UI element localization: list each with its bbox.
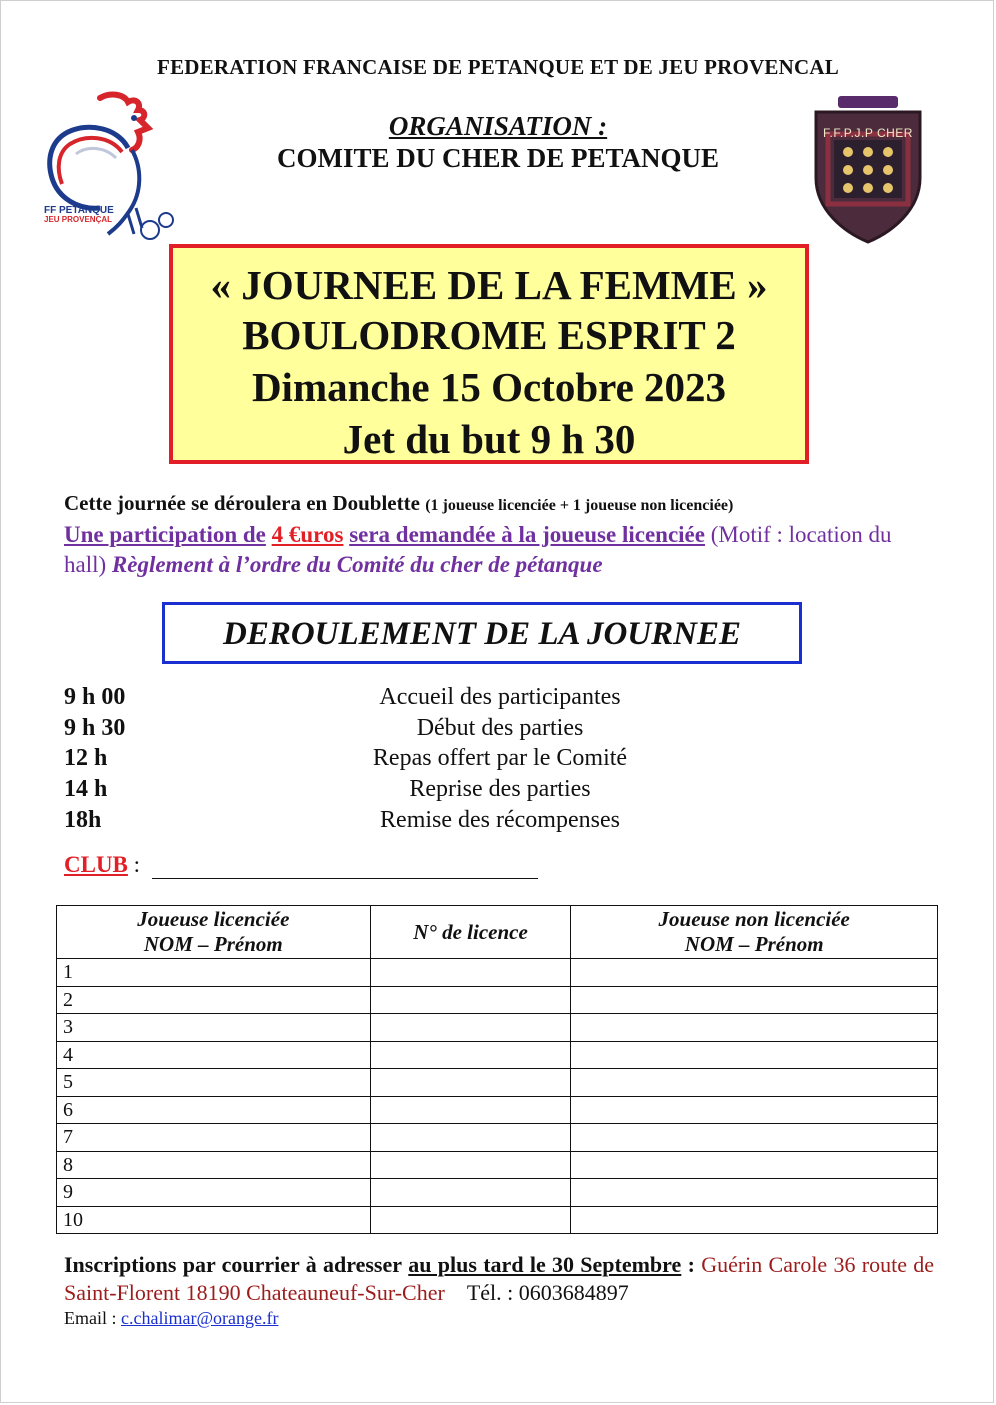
licence-cell[interactable] bbox=[370, 1014, 571, 1042]
event-banner bbox=[169, 244, 809, 464]
fee-info bbox=[64, 520, 924, 580]
insc-deadline: au plus tard le 30 Septembre bbox=[408, 1252, 682, 1277]
col-unlicensed-line2: NOM – Prénom bbox=[684, 932, 824, 956]
table-row bbox=[57, 1124, 938, 1152]
row-number[interactable]: 8 bbox=[57, 1151, 371, 1179]
club-input-line[interactable] bbox=[152, 878, 538, 879]
organisation-name: COMITE DU CHER DE PETANQUE bbox=[276, 143, 720, 173]
table-row bbox=[57, 1041, 938, 1069]
licence-cell[interactable] bbox=[370, 1041, 571, 1069]
unlicensed-cell[interactable] bbox=[571, 1124, 938, 1152]
format-info bbox=[64, 491, 733, 516]
unlicensed-cell[interactable] bbox=[571, 959, 938, 987]
email-label: Email : bbox=[64, 1308, 121, 1328]
ff-logo-text: FF PETANQUE JEU PROVENÇAL bbox=[44, 205, 114, 224]
row-number[interactable]: 3 bbox=[57, 1014, 371, 1042]
email-line bbox=[64, 1308, 279, 1329]
licence-cell[interactable] bbox=[370, 1206, 571, 1234]
registration-table bbox=[56, 905, 938, 1234]
payment-order: Règlement à l’ordre du Comité du cher de pétanque bbox=[111, 552, 603, 577]
unlicensed-cell[interactable] bbox=[571, 1206, 938, 1234]
table-row bbox=[57, 986, 938, 1014]
cher-badge-text: F.F.P.J.P CHER bbox=[823, 126, 913, 140]
licence-cell[interactable] bbox=[370, 1069, 571, 1097]
table-row bbox=[57, 959, 938, 987]
club-field bbox=[64, 852, 140, 878]
insc-address: Guérin Carole 36 route de Saint-Florent 18190 Chateauneuf-Sur-Cher bbox=[64, 1252, 935, 1305]
col-licensed-player bbox=[57, 906, 371, 959]
unlicensed-cell[interactable] bbox=[571, 1014, 938, 1042]
col-unlicensed-line1: Joueuse non licenciée bbox=[658, 907, 850, 931]
table-row bbox=[57, 1014, 938, 1042]
schedule-activity: Repas offert par le Comité bbox=[372, 745, 628, 771]
unlicensed-cell[interactable] bbox=[571, 1041, 938, 1069]
schedule-time: 18h bbox=[64, 807, 102, 833]
row-number[interactable]: 10 bbox=[57, 1206, 371, 1234]
licence-cell[interactable] bbox=[370, 1151, 571, 1179]
schedule-time: 12 h bbox=[64, 745, 108, 771]
fee-text-b: sera demandée à la joueuse licenciée bbox=[349, 522, 705, 547]
row-number[interactable]: 2 bbox=[57, 986, 371, 1014]
insc-text: Inscriptions par courrier à adresser bbox=[64, 1252, 402, 1277]
schedule-time: 9 h 00 bbox=[64, 684, 126, 710]
table-row bbox=[57, 1179, 938, 1207]
row-number[interactable]: 4 bbox=[57, 1041, 371, 1069]
club-label: CLUB bbox=[64, 852, 128, 877]
registration-instructions bbox=[64, 1251, 934, 1307]
event-start-time: Jet du but 9 h 30 bbox=[342, 416, 636, 462]
schedule-activity: Début des parties bbox=[416, 715, 584, 741]
email-link[interactable]: c.chalimar@orange.fr bbox=[121, 1308, 279, 1328]
schedule-title: DEROULEMENT DE LA JOURNEE bbox=[162, 602, 802, 664]
col-licence-number: N° de licence bbox=[370, 906, 571, 959]
col-licensed-line1: Joueuse licenciée bbox=[137, 907, 290, 931]
club-separator: : bbox=[127, 852, 141, 877]
row-number[interactable]: 9 bbox=[57, 1179, 371, 1207]
row-number[interactable]: 1 bbox=[57, 959, 371, 987]
schedule-activity: Remise des récompenses bbox=[380, 807, 620, 833]
table-row bbox=[57, 1069, 938, 1097]
federation-title: FEDERATION FRANCAISE DE PETANQUE ET DE JEU PROVENCAL bbox=[157, 55, 839, 79]
event-date: Dimanche 15 Octobre 2023 bbox=[251, 364, 727, 410]
licence-cell[interactable] bbox=[370, 1124, 571, 1152]
licence-cell[interactable] bbox=[370, 959, 571, 987]
col-licensed-line2: NOM – Prénom bbox=[143, 932, 283, 956]
table-header-row bbox=[57, 906, 938, 959]
insc-telephone: Tél. : 0603684897 bbox=[466, 1280, 629, 1305]
event-venue: BOULODROME ESPRIT 2 bbox=[242, 312, 736, 358]
fee-text-a: Une participation de bbox=[64, 522, 266, 547]
row-number[interactable]: 7 bbox=[57, 1124, 371, 1152]
schedule-time: 9 h 30 bbox=[64, 715, 126, 741]
schedule-time: 14 h bbox=[64, 776, 108, 802]
format-main: Cette journée se déroulera en Doublette bbox=[64, 491, 420, 515]
table-row bbox=[57, 1151, 938, 1179]
unlicensed-cell[interactable] bbox=[571, 1179, 938, 1207]
unlicensed-cell[interactable] bbox=[571, 986, 938, 1014]
table-row bbox=[57, 1206, 938, 1234]
schedule-activity: Reprise des parties bbox=[409, 776, 591, 802]
unlicensed-cell[interactable] bbox=[571, 1151, 938, 1179]
event-title: « JOURNEE DE LA FEMME » bbox=[210, 262, 768, 308]
licence-cell[interactable] bbox=[370, 1096, 571, 1124]
fee-amount: 4 €uros bbox=[271, 522, 344, 547]
cher-committee-badge bbox=[808, 94, 928, 244]
insc-colon: : bbox=[681, 1252, 695, 1277]
col-unlicensed-player bbox=[571, 906, 938, 959]
unlicensed-cell[interactable] bbox=[571, 1096, 938, 1124]
licence-cell[interactable] bbox=[370, 1179, 571, 1207]
fee-reason: (Motif : location du hall) bbox=[64, 522, 892, 577]
table-row bbox=[57, 1096, 938, 1124]
licence-cell[interactable] bbox=[370, 986, 571, 1014]
row-number[interactable]: 5 bbox=[57, 1069, 371, 1097]
schedule-activity: Accueil des participantes bbox=[379, 684, 621, 710]
row-number[interactable]: 6 bbox=[57, 1096, 371, 1124]
organisation-label: ORGANISATION : bbox=[388, 111, 608, 141]
format-detail: (1 joueuse licenciée + 1 joueuse non licenciée) bbox=[425, 497, 734, 514]
unlicensed-cell[interactable] bbox=[571, 1069, 938, 1097]
